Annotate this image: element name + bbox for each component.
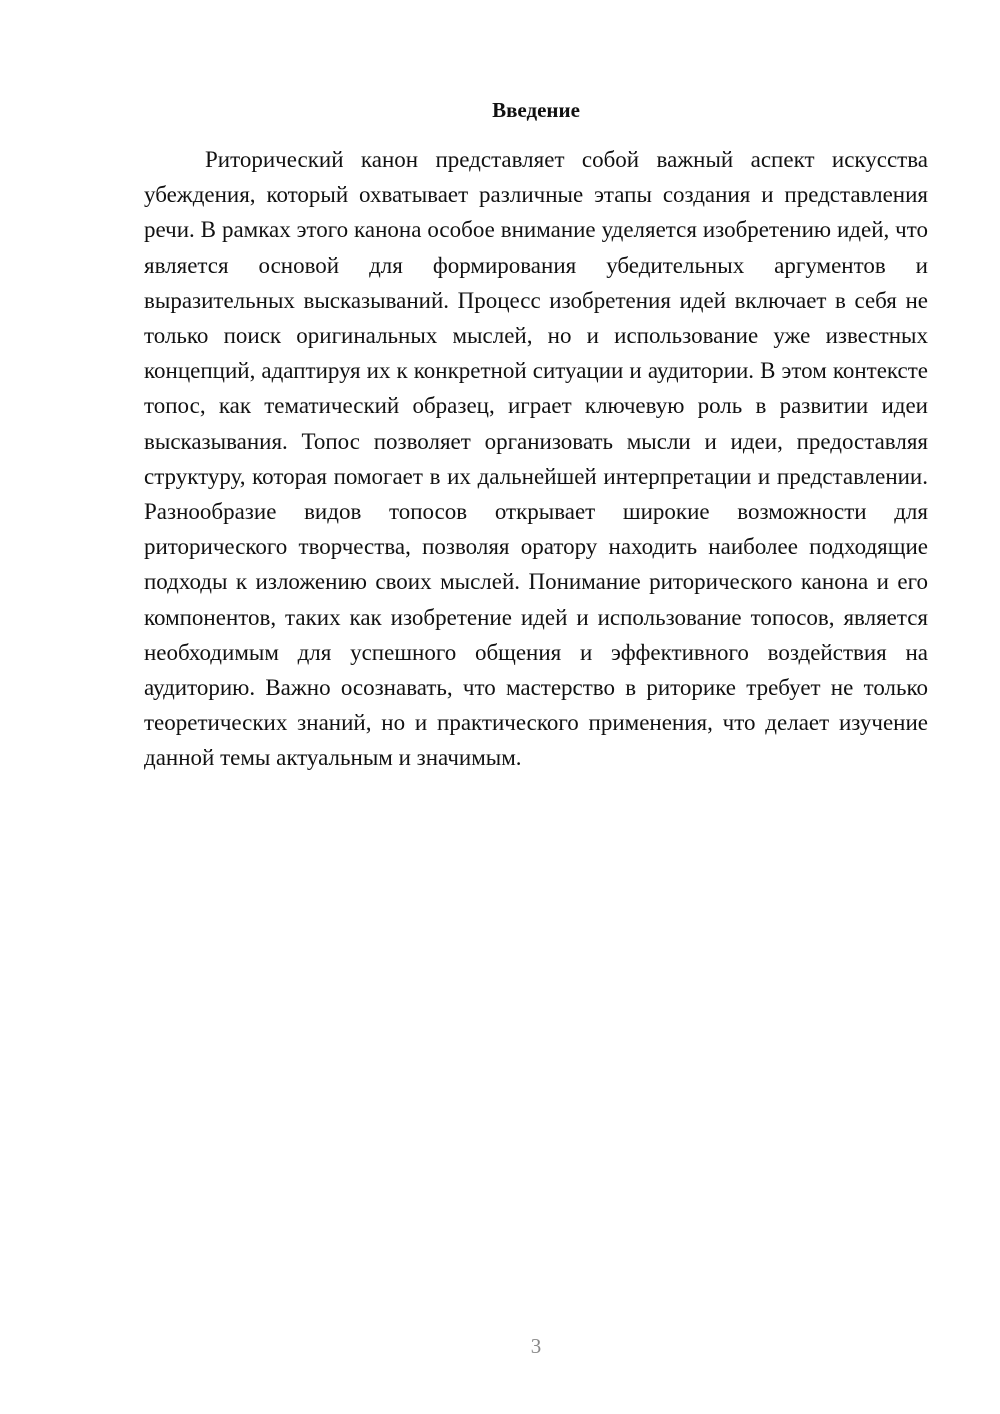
body-paragraph: Риторический канон представляет собой важный аспект искусства убеждения, который охватывает различные этапы создания и представления речи. В рамках этого канона особое внимание уделяется изобретению идей, что является основой для формирования убедительных аргументов и выразительных высказываний. Процесс изобретения идей включает в себя не только поиск оригинальных мыслей, но и использование уже известных концепций, адаптируя их к конкретной ситуации и аудитории. В этом контексте топос, как тематический образец, играет ключевую роль в развитии идеи высказывания. Топос позволяет организовать мысли и идеи, предоставляя структуру, которая помогает в их дальнейшей интерпретации и представлении. Разнообразие видов топосов открывает широкие возможности для риторического творчества, позволяя оратору находить наиболее подходящие подходы к изложению своих мыслей. Понимание риторического канона и его компонентов, таких как изобретение идей и использование топосов, является необходимым для успешного общения и эффективного воздействия на аудиторию. Важно осознавать, что мастерство в риторике требует не только теоретических знаний, но и практического применения, что делает изучение данной темы актуальным и значимым.: [144, 147, 928, 771]
page-number: 3: [530, 1334, 542, 1358]
section-heading: Введение: [492, 98, 580, 122]
